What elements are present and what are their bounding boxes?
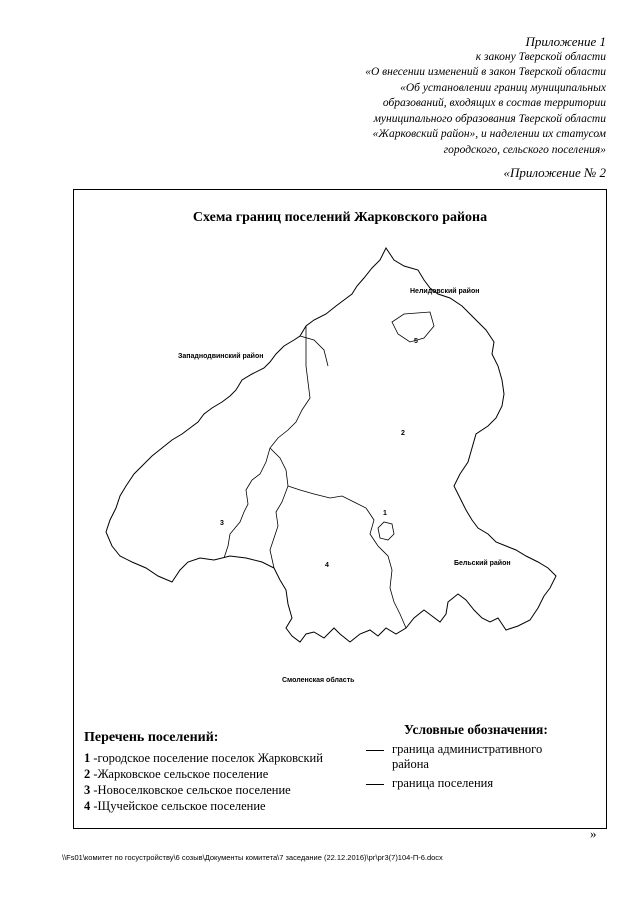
header-line-3: «О внесении изменений в закон Тверской области — [365, 66, 606, 78]
header-line-2: к закону Тверской области — [475, 50, 606, 63]
header-line-6: муниципального образования Тверской области — [373, 112, 606, 125]
district-map — [74, 190, 606, 710]
legend-admin-boundary-cont: района — [392, 757, 429, 771]
settlement-number-3: 3 — [220, 520, 224, 527]
admin-boundary-line-icon — [366, 750, 384, 751]
settlement-number-2: 2 — [401, 430, 405, 437]
closing-quote: » — [590, 826, 597, 841]
settlement-number-5: 5 — [414, 338, 418, 345]
header-line-5: образований, входящих в состав территории — [382, 97, 606, 109]
settlements-list-title: Перечень поселений: — [84, 730, 219, 745]
label-smolensk-oblast: Смоленская область — [282, 677, 355, 684]
label-neladovsky-district: Нелидовский район — [410, 288, 480, 295]
list-item: 2 -Жарковское сельское поселение — [84, 767, 269, 781]
map-frame — [73, 189, 607, 829]
header-line-4: «Об установлении границ муниципальных — [400, 81, 606, 94]
list-item: 1 -городское поселение поселок Жарковский — [84, 751, 323, 765]
label-belsky-district: Бельский район — [454, 560, 511, 567]
settlement-boundary-3-4 — [270, 448, 288, 568]
header-line-1: Приложение 1 — [525, 34, 606, 49]
settlements-list — [84, 750, 323, 814]
legend-admin-boundary: граница административного — [366, 742, 542, 757]
document-header — [286, 34, 606, 158]
district-line-zapadnodvinsky — [300, 336, 328, 366]
settlement-boundary-5 — [392, 312, 434, 342]
map-title: Схема границ поселений Жарковского района — [192, 210, 488, 225]
header-line-7: «Жарковский район», и наделении их статусом — [372, 128, 606, 140]
settlement-boundary-2-4 — [288, 486, 406, 628]
settlement-boundary-line-icon — [366, 784, 384, 785]
district-boundary — [106, 248, 556, 642]
annex-label: «Приложение № 2 — [503, 165, 606, 180]
label-zapadnodvinsky-district: Западнодвинский район — [178, 353, 264, 360]
settlement-boundary-zharkovsky — [378, 522, 394, 540]
legend-settlement-boundary: граница поселения — [366, 776, 493, 791]
settlement-number-4: 4 — [325, 562, 329, 569]
settlement-number-1: 1 — [383, 510, 387, 517]
legend-title: Условные обозначения: — [404, 722, 548, 737]
list-item: 4 -Щучейское сельское поселение — [84, 799, 266, 813]
list-item: 3 -Новоселковское сельское поселение — [84, 783, 291, 797]
file-path-footer: \\Fs01\комитет по госустройству\6 созыв\Документы комитета\7 заседание (22.12.2016)\рг\рг3(7)104-П-6.docx — [62, 853, 443, 862]
settlement-boundary-2-3 — [224, 326, 310, 558]
header-line-8: городского, сельского поселения» — [443, 143, 606, 156]
